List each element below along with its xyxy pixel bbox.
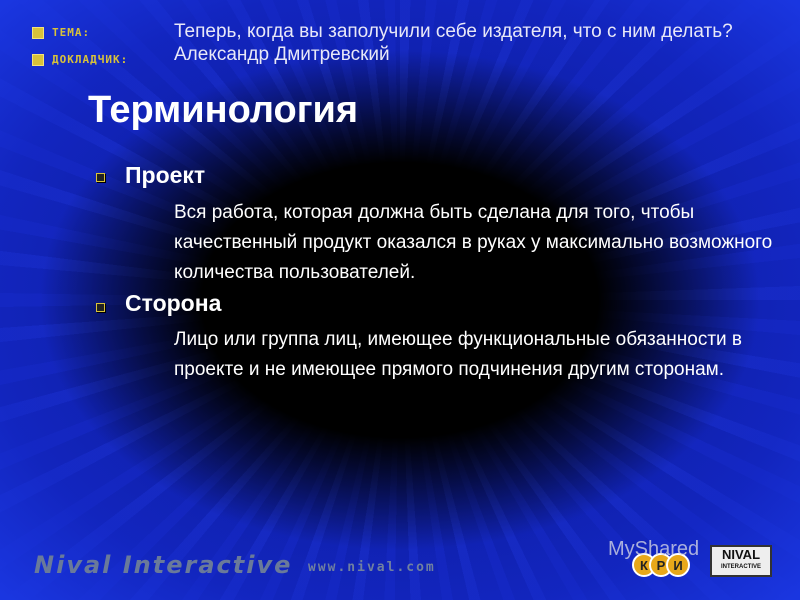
square-bullet-icon bbox=[32, 54, 44, 66]
topic-text: Теперь, когда вы заполучили себе издателя, что с ним делать? bbox=[174, 21, 733, 42]
speaker-tag bbox=[32, 53, 128, 66]
kri-letter: Р bbox=[656, 558, 666, 573]
kri-letter: И bbox=[673, 558, 683, 573]
term-definition: Вся работа, которая должна быть сделана для того, чтобы качественный продукт оказался в руках у максимально возможного количества пользователей. bbox=[174, 202, 773, 283]
slide-title: Терминология bbox=[88, 89, 359, 131]
kri-letter: К bbox=[640, 558, 648, 573]
footer-brand: Nival Interactive bbox=[34, 551, 293, 579]
footer-url[interactable]: www.nival.com bbox=[308, 560, 436, 575]
checkbox-bullet-icon bbox=[96, 303, 105, 312]
speaker-name: Александр Дмитревский bbox=[174, 44, 390, 65]
term-definition: Лицо или группа лиц, имеющее функциональные обязанности в проекте и не имеющее прямого подчинения другим сторонам. bbox=[174, 329, 743, 380]
speaker-tag-label: ДОКЛАДЧИК: bbox=[52, 53, 129, 66]
checkbox-bullet-icon bbox=[96, 173, 105, 182]
square-bullet-icon bbox=[32, 27, 44, 39]
term-heading: Сторона bbox=[125, 290, 222, 316]
watermark: MyShared bbox=[608, 538, 700, 560]
nival-logo-subtext: INTERACTIVE bbox=[720, 564, 761, 570]
nival-logo-text: NIVAL bbox=[721, 547, 761, 562]
topic-tag-label: ТЕМА: bbox=[52, 26, 91, 39]
term-heading: Проект bbox=[125, 162, 206, 188]
topic-tag bbox=[32, 26, 90, 39]
nival-logo bbox=[710, 545, 772, 577]
